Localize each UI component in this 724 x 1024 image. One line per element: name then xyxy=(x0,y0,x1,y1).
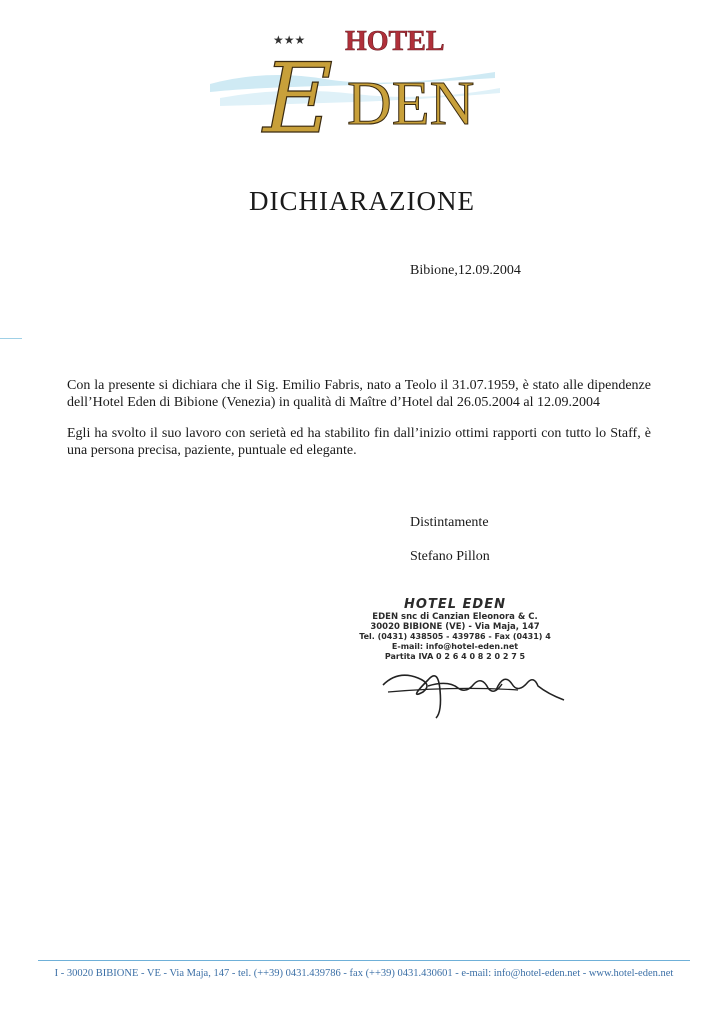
letter-body xyxy=(67,377,651,473)
hotel-eden-logo xyxy=(205,14,505,149)
svg-text:DEN: DEN xyxy=(347,70,475,138)
stamp-name: HOTEL EDEN xyxy=(404,597,506,612)
stamp-line-3: Tel. (0431) 438505 - 439786 - Fax (0431) 4 xyxy=(359,632,551,641)
stamp-line-5: Partita IVA 0 2 6 4 0 8 2 0 2 7 5 xyxy=(384,652,526,661)
footer-divider xyxy=(38,960,690,961)
date-line: Bibione,12.09.2004 xyxy=(410,263,521,278)
footer-contact: I - 30020 BIBIONE - VE - Via Maja, 147 - tel. (++39) 0431.439786 - fax (++39) 0431.430601 - e-mail: info@hotel-eden.net - www.hotel-eden.net xyxy=(54,968,674,979)
document-title: DICHIARAZIONE xyxy=(249,186,475,216)
closing-salutation: Distintamente xyxy=(410,515,489,530)
stamp-line-1: EDEN snc di Canzian Eleonora & C. xyxy=(372,612,538,622)
svg-text:★★★: ★★★ xyxy=(273,33,306,47)
paragraph-2: Egli ha svolto il suo lavoro con serietà ed ha stabilito fin dall’inizio ottimi rapporti con tutto lo Staff, è una persona precisa, paziente, puntuale ed elegante. xyxy=(67,426,651,458)
svg-text:HOTEL: HOTEL xyxy=(345,26,445,57)
svg-text:E: E xyxy=(263,43,334,149)
margin-mark xyxy=(0,338,22,339)
handwritten-signature xyxy=(378,640,568,720)
stamp-line-2: 30020 BIBIONE (VE) - Via Maja, 147 xyxy=(370,622,540,632)
stamp-line-4: E-mail: info@hotel-eden.net xyxy=(391,642,519,651)
signer-name: Stefano Pillon xyxy=(410,549,490,564)
paragraph-1: Con la presente si dichiara che il Sig. Emilio Fabris, nato a Teolo il 31.07.1959, è stato alle dipendenze dell’Hotel Eden di Bibione (Venezia) in qualità di Maître d’Hotel dal 26.05.2004 al 12.09.2004 xyxy=(67,378,651,410)
